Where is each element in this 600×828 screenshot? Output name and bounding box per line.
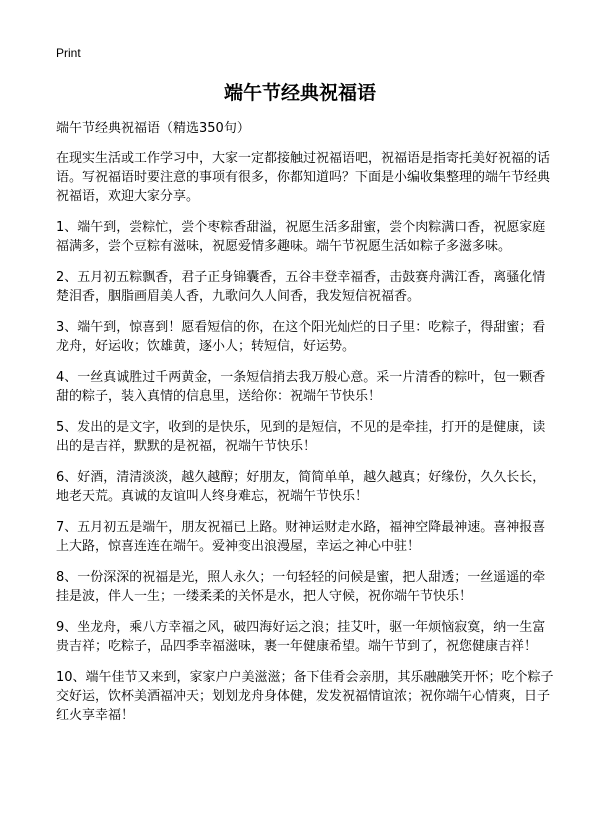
- blessing-item: 7、五月初五是端午，朋友祝福已上路。财神运财走水路，福神空降最神速。喜神报喜上大路，惊喜连连在端午。爱神变出浪漫屋，幸运之神心中驻！: [56, 520, 546, 554]
- intro-paragraph: 在现实生活或工作学习中，大家一定都接触过祝福语吧，祝福语是指寄托美好祝福的话语。写祝福语时要注意的事项有很多，你都知道吗？下面是小编收集整理的端午节经典祝福语，欢迎大家分享。: [56, 151, 551, 204]
- blessing-item: 5、发出的是文字，收到的是快乐，见到的是短信，不见的是牵挂，打开的是健康，读出的是吉祥，默默的是祝福，祝端午节快乐！: [56, 420, 546, 454]
- blessing-item: 9、坐龙舟，乘八方幸福之风，破四海好运之浪；挂艾叶，驱一年烦恼寂寞，纳一生富贵吉祥；吃粽子，品四季幸福滋味，裹一年健康希望。端午节到了，祝您健康吉祥！: [56, 620, 546, 654]
- blessing-item: 3、端午到，惊喜到！愿看短信的你，在这个阳光灿烂的日子里：吃粽子，得甜蜜；看龙舟，好运收；饮雄黄，逐小人；转短信，好运势。: [56, 320, 546, 354]
- blessing-item: 4、一丝真诚胜过千两黄金，一条短信捎去我万般心意。采一片清香的粽叶，包一颗香甜的粽子，装入真情的信息里，送给你：祝端午节快乐！: [56, 370, 546, 404]
- document-content: [56, 149, 556, 737]
- blessing-item: 6、好酒，清清淡淡，越久越醇；好朋友，简简单单，越久越真；好缘份，久久长长，地老天荒。真诚的友谊叫人终身难忘，祝端午节快乐！: [56, 470, 546, 504]
- blessing-item: 1、端午到，尝粽忙，尝个枣粽香甜溢，祝愿生活多甜蜜，尝个肉粽满口香，祝愿家庭福满多，尝个豆粽有滋味，祝愿爱情多趣味。端午节祝愿生活如粽子多滋多味。: [56, 220, 546, 254]
- blessing-item: 2、五月初五粽飘香，君子正身锦囊香，五谷丰登幸福香，击鼓赛舟满江香，离骚化情楚泪香，胭脂画眉美人香，九歌问久人间香，我发短信祝福香。: [56, 270, 546, 304]
- blessing-item: 10、端午佳节又来到，家家户户美滋滋；备下佳肴会亲朋，其乐融融笑开怀；吃个粽子交好运，饮杯美酒福冲天；划划龙舟身体健，发发祝福情谊浓；祝你端午心情爽，日子红火享幸福！: [56, 670, 554, 723]
- page-title: 端午节经典祝福语: [223, 82, 376, 104]
- print-link[interactable]: Print: [56, 46, 81, 60]
- blessing-item: 8、一份深深的祝福是光，照人永久；一句轻轻的问候是蜜，把人甜透；一丝遥遥的牵挂是波，伴人一生；一缕柔柔的关怀是水，把人守候，祝你端午节快乐！: [56, 570, 546, 604]
- document-subtitle: 端午节经典祝福语（精选350句）: [56, 121, 250, 136]
